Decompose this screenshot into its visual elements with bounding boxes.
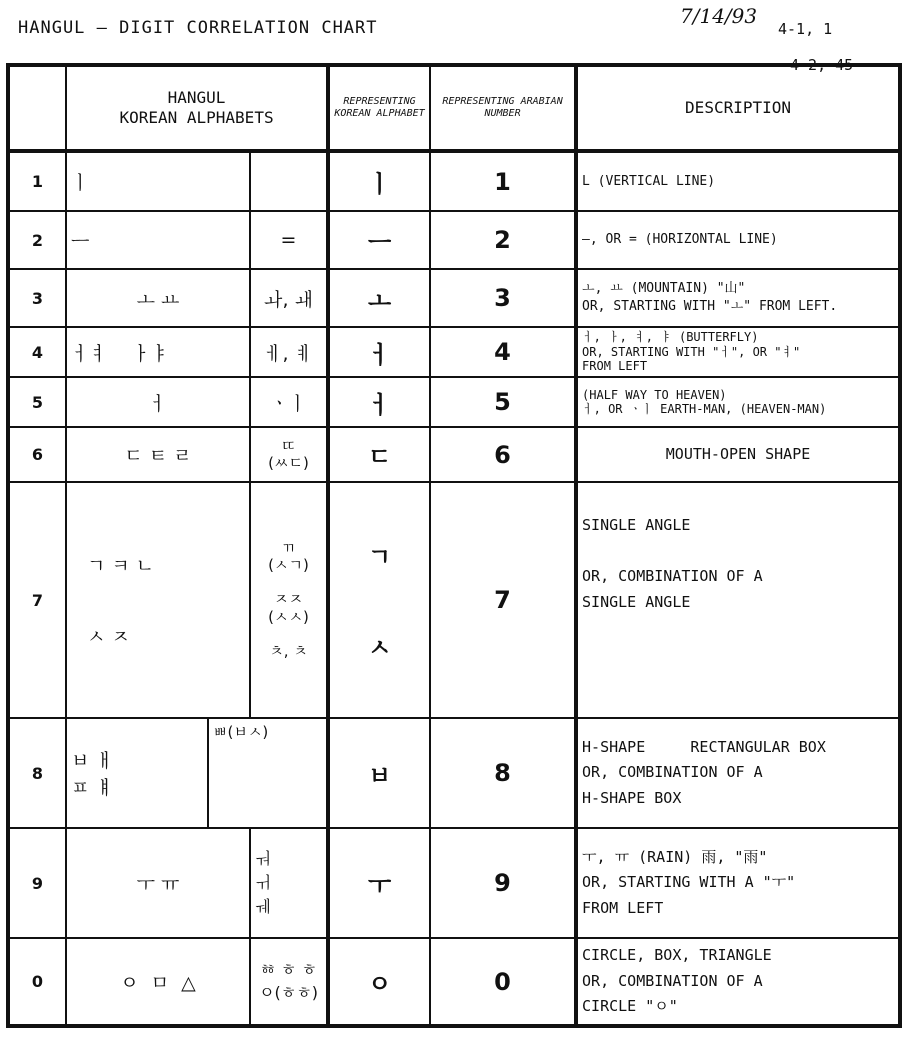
table-row <box>8 938 900 1026</box>
rep-korean: ㅜ <box>328 828 430 938</box>
table-row <box>8 377 900 427</box>
rep-arabic: 0 <box>430 938 576 1026</box>
description: (HALF WAY TO HEAVEN) ㅓ, OR ㆍㅣ EARTH-MAN, (HEAVEN-MAN) <box>576 377 900 427</box>
hangul-primary: ㅇ ㅁ △ <box>66 938 250 1026</box>
row-number: 4 <box>8 327 66 377</box>
hangul-primary: ㅡ <box>66 211 250 269</box>
rep-arabic: 8 <box>430 718 576 828</box>
row-number: 0 <box>8 938 66 1026</box>
header-description: DESCRIPTION <box>576 65 900 151</box>
header-row <box>8 65 900 151</box>
hangul-secondary: ㅝ ㅟ ㅞ <box>250 828 328 938</box>
row-number: 7 <box>8 482 66 718</box>
table-row <box>8 427 900 482</box>
header-hangul: HANGUL KOREAN ALPHABETS <box>66 65 328 151</box>
correlation-table <box>6 63 902 1028</box>
hangul-primary: ㅗ ㅛ <box>66 269 250 327</box>
rep-korean: ㅂ <box>328 718 430 828</box>
hangul-secondary: ㄲ (ㅅㄱ) ㅈㅈ (ㅅㅅ) ㅊ, ㅊ <box>250 482 328 718</box>
description: ㅜ, ㅠ (RAIN) 雨, "雨" OR, STARTING WITH A "ㅜ" FROM LEFT <box>576 828 900 938</box>
table-row <box>8 718 900 828</box>
hangul-secondary <box>250 151 328 211</box>
rep-arabic: 9 <box>430 828 576 938</box>
chart-title: HANGUL — DIGIT CORRELATION CHART <box>18 18 378 38</box>
rep-arabic: 7 <box>430 482 576 718</box>
rep-korean: ㅓ <box>328 327 430 377</box>
rep-korean: ㄱ ㅅ <box>328 482 430 718</box>
header-number <box>8 65 66 151</box>
hangul-secondary: ㅘ, ㅙ <box>250 269 328 327</box>
rep-korean: ㅡ <box>328 211 430 269</box>
hangul-primary: ㄷ ㅌ ㄹ <box>66 427 250 482</box>
rep-arabic: 2 <box>430 211 576 269</box>
hangul-primary: ㅂ ㅐ ㅍ ㅒ <box>66 718 208 828</box>
handwritten-date: 7/14/93 <box>680 4 758 28</box>
description: L (VERTICAL LINE) <box>576 151 900 211</box>
row-number: 2 <box>8 211 66 269</box>
hangul-secondary: ㅔ, ㅖ <box>250 327 328 377</box>
description: ㅗ, ㅛ (MOUNTAIN) "山" OR, STARTING WITH "ㅗ" FROM LEFT. <box>576 269 900 327</box>
rep-korean: ㅓ <box>328 377 430 427</box>
rep-korean: ㅇ <box>328 938 430 1026</box>
hangul-secondary: ㆍㅣ <box>250 377 328 427</box>
rep-arabic: 3 <box>430 269 576 327</box>
hangul-primary: ㄱ ㅋ ㄴ ㅅ ㅈ <box>66 482 250 718</box>
description: CIRCLE, BOX, TRIANGLE OR, COMBINATION OF A CIRCLE "ㅇ" <box>576 938 900 1026</box>
handwritten-note-2: 4-2, 45 <box>790 56 854 74</box>
row-number: 8 <box>8 718 66 828</box>
description: —, OR = (HORIZONTAL LINE) <box>576 211 900 269</box>
row-number: 1 <box>8 151 66 211</box>
rep-arabic: 6 <box>430 427 576 482</box>
description: H-SHAPE RECTANGULAR BOX OR, COMBINATION OF A H-SHAPE BOX <box>576 718 900 828</box>
hangul-secondary: ㄸ (ㅆㄷ) <box>250 427 328 482</box>
hangul-secondary: = <box>250 211 328 269</box>
header-rep-arabic: REPRESENTING ARABIAN NUMBER <box>430 65 576 151</box>
hangul-secondary: ㅃ(ㅂㅅ) <box>208 718 328 828</box>
hangul-primary: ㅜ ㅠ <box>66 828 250 938</box>
table-row <box>8 211 900 269</box>
table-row <box>8 327 900 377</box>
rep-korean: ㄷ <box>328 427 430 482</box>
hangul-primary: ㅣ <box>66 151 250 211</box>
description: MOUTH-OPEN SHAPE <box>576 427 900 482</box>
description: ㅓ, ㅏ, ㅕ, ㅑ (BUTTERFLY) OR, STARTING WITH "ㅓ", OR "ㅕ" FROM LEFT <box>576 327 900 377</box>
row-number: 6 <box>8 427 66 482</box>
rep-arabic: 4 <box>430 327 576 377</box>
table-row <box>8 269 900 327</box>
rep-arabic: 1 <box>430 151 576 211</box>
row-number: 9 <box>8 828 66 938</box>
handwritten-note-1: 4-1, 1 <box>778 20 833 38</box>
table-row <box>8 482 900 718</box>
header-rep-korean: REPRESENTING KOREAN ALPHABET <box>328 65 430 151</box>
hangul-secondary: ㆅ ㅎ ㅎ ㅇ(ㅎㅎ) <box>250 938 328 1026</box>
hangul-primary: ㅓㅕ ㅏㅑ <box>66 327 250 377</box>
rep-korean: ㅗ <box>328 269 430 327</box>
rep-arabic: 5 <box>430 377 576 427</box>
hangul-primary: ㅓ <box>66 377 250 427</box>
table-row <box>8 151 900 211</box>
rep-korean: ㅣ <box>328 151 430 211</box>
table-row <box>8 828 900 938</box>
row-number: 5 <box>8 377 66 427</box>
row-number: 3 <box>8 269 66 327</box>
description: SINGLE ANGLE OR, COMBINATION OF A SINGLE ANGLE <box>576 482 900 718</box>
